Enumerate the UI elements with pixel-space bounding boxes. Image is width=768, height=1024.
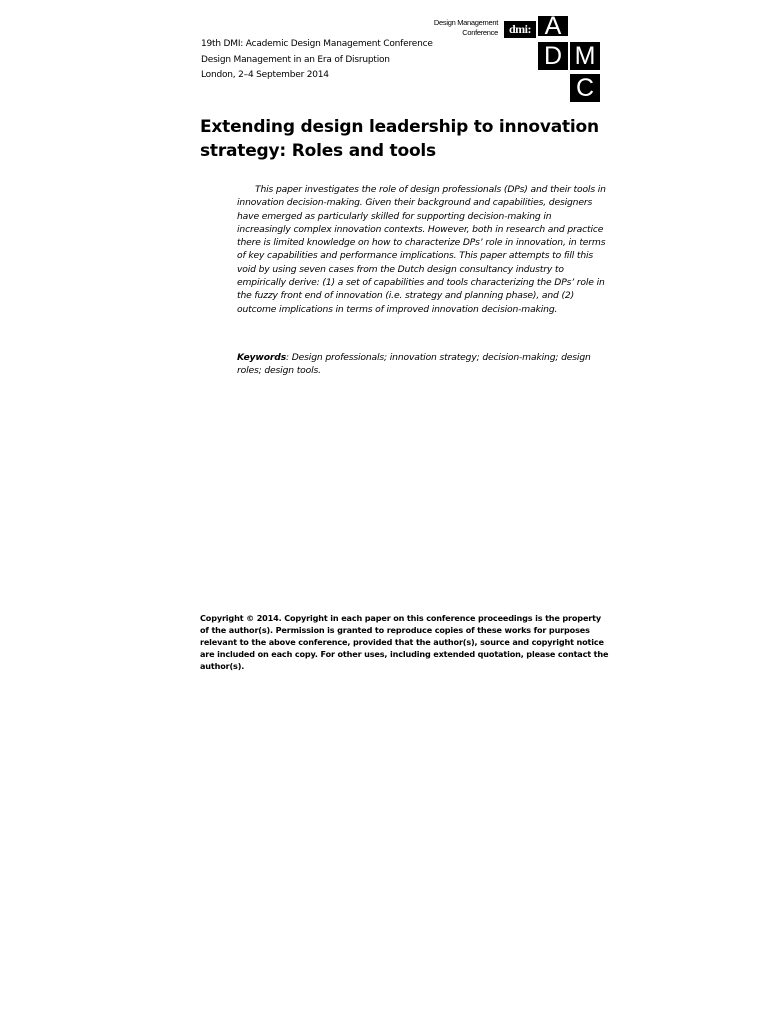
conference-name: 19th DMI: Academic Design Management Conference xyxy=(201,39,433,49)
paper-abstract: This paper investigates the role of design professionals (DPs) and their tools in innovation decision-making. Given their background and capabilities, designers have emerged as particularly skilled for supporting decision-making in increasingly complex innovation contexts. However, both in research and practice there is limited knowledge on how to characterize DPs’ role in innovation, in terms of key capabilities and performance implications. This paper attempts to fill this void by using seven cases from the Dutch design consultancy industry to empirically derive: (1) a set of capabilities and tools characterizing the DPs’ role in the fuzzy front end of innovation (i.e. strategy and planning phase), and (2) outcome implications in terms of improved innovation decision-making. xyxy=(237,184,606,315)
conference-theme: Design Management in an Era of Disruption xyxy=(201,54,390,65)
logo-letter-m: M xyxy=(570,42,600,70)
admc-logo xyxy=(426,16,606,106)
dmi-logo-mark: dmi: xyxy=(504,21,536,38)
conference-location-date: London, 2–4 September 2014 xyxy=(201,70,329,80)
keywords-label: Keywords xyxy=(237,352,287,363)
logo-caption-line1: Design Management xyxy=(433,18,498,27)
conference-header xyxy=(201,37,433,84)
logo-letter-a: A xyxy=(538,16,568,36)
keywords-text: : Design professionals; innovation strategy; decision-making; design roles; design tools. xyxy=(237,352,591,377)
copyright-notice: Copyright © 2014. Copyright in each paper on this conference proceedings is the property of the author(s). Permission is granted to reproduce copies of these works for purposes relevant to the above conference, provided that the author(s), source and copyright notice are included on each copy. For other uses, including extended quotation, please contact the author(s). xyxy=(200,613,609,671)
logo-caption xyxy=(434,18,498,38)
paper-title: Extending design leadership to innovation strategy: Roles and tools xyxy=(200,117,599,161)
logo-letter-d: D xyxy=(538,42,568,70)
logo-caption-line2: Conference xyxy=(462,28,498,37)
paper-keywords xyxy=(237,351,607,378)
logo-letter-c: C xyxy=(570,74,600,102)
